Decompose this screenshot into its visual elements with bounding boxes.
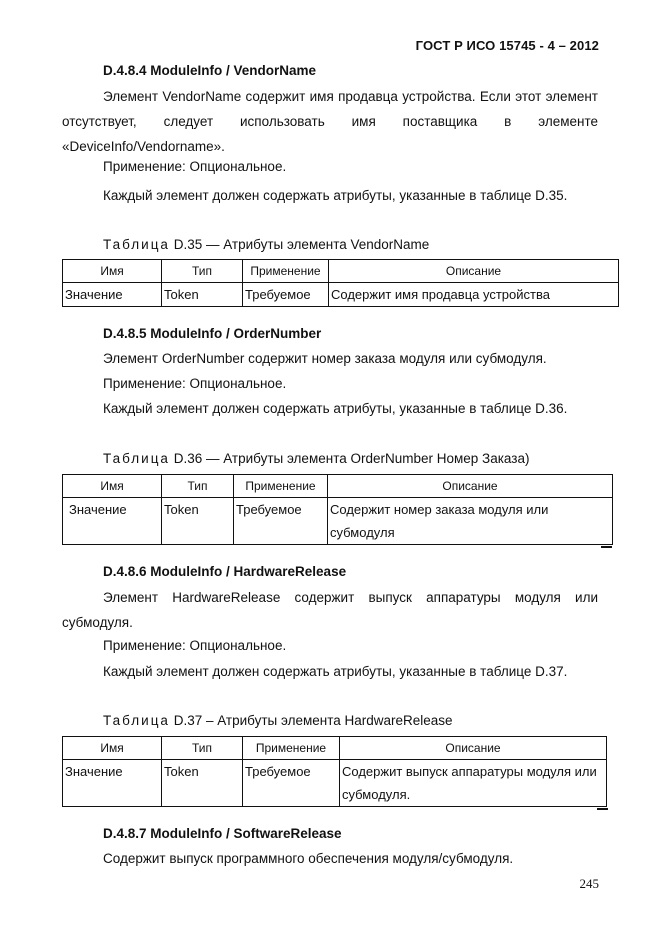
caption-text: D.36 — Атрибуты элемента OrderNumber Номер Заказа) [169, 451, 530, 466]
table-d36 [62, 474, 613, 545]
cell-name: Значение [63, 283, 162, 307]
paragraph-vendorname-description: Элемент VendorName содержит имя продавца устройства. Если этот элемент отсутствует, следует использовать имя поставщика в элементе «DeviceInfo/Vendorname». [62, 89, 598, 154]
caption-prefix: Таблица [103, 451, 170, 466]
column-header-usage: Применение [243, 737, 340, 760]
table-header-row [63, 475, 613, 498]
page-number: 245 [579, 876, 599, 891]
table-corner-mark [601, 546, 612, 548]
cell-type: Token [162, 283, 243, 307]
cell-description: Содержит номер заказа модуля или субмодуля [328, 498, 613, 545]
column-header-name: Имя [63, 475, 162, 498]
cell-usage: Требуемое [243, 283, 329, 307]
column-header-type: Тип [162, 260, 243, 283]
paragraph-hardwarerelease-attributes: Каждый элемент должен содержать атрибуты, указанные в таблице D.37. [103, 664, 568, 679]
caption-prefix: Таблица [103, 713, 170, 728]
usage-hardwarerelease: Применение: Опциональное. [103, 638, 287, 653]
column-header-usage: Применение [234, 475, 328, 498]
column-header-description: Описание [328, 475, 613, 498]
table-row [63, 498, 613, 545]
table-caption-d37 [103, 713, 453, 728]
table-header-row [63, 737, 607, 760]
usage-ordernumber: Применение: Опциональное. [103, 376, 287, 391]
table-caption-d36 [103, 451, 529, 466]
column-header-type: Тип [162, 475, 234, 498]
section-heading-softwarerelease: D.4.8.7 ModuleInfo / SoftwareRelease [103, 826, 342, 841]
paragraph-ordernumber-description: Элемент OrderNumber содержит номер заказа модуля или субмодуля. [103, 351, 547, 366]
table-corner-mark [597, 808, 608, 810]
caption-text: D.35 — Атрибуты элемента VendorName [169, 237, 430, 252]
section-heading-hardwarerelease: D.4.8.6 ModuleInfo / HardwareRelease [103, 564, 347, 579]
caption-prefix: Таблица [103, 237, 170, 252]
column-header-description: Описание [329, 260, 619, 283]
cell-type: Token [162, 498, 234, 545]
paragraph-softwarerelease-description: Содержит выпуск программного обеспечения модуля/субмодуля. [103, 851, 514, 866]
table-row [63, 760, 607, 807]
section-heading-ordernumber: D.4.8.5 ModuleInfo / OrderNumber [103, 326, 322, 341]
table-caption-d35 [103, 237, 429, 252]
table-header-row [63, 260, 619, 283]
paragraph-hardwarerelease-description: Элемент HardwareRelease содержит выпуск аппаратуры модуля или субмодуля. [62, 590, 598, 630]
table-d35 [62, 259, 619, 307]
column-header-usage: Применение [243, 260, 329, 283]
cell-usage: Требуемое [234, 498, 328, 545]
cell-usage: Требуемое [243, 760, 340, 807]
usage-vendorname: Применение: Опциональное. [103, 159, 287, 174]
cell-type: Token [162, 760, 243, 807]
column-header-description: Описание [340, 737, 607, 760]
paragraph-ordernumber-attributes: Каждый элемент должен содержать атрибуты, указанные в таблице D.36. [103, 401, 568, 416]
document-header: ГОСТ Р ИСО 15745 - 4 – 2012 [415, 38, 599, 53]
caption-text: D.37 – Атрибуты элемента HardwareRelease [169, 713, 453, 728]
cell-name: Значение [63, 498, 162, 545]
cell-description: Содержит имя продавца устройства [329, 283, 619, 307]
table-row [63, 283, 619, 307]
column-header-name: Имя [63, 737, 162, 760]
table-d37 [62, 736, 607, 807]
column-header-name: Имя [63, 260, 162, 283]
cell-name: Значение [63, 760, 162, 807]
section-heading-vendorname: D.4.8.4 ModuleInfo / VendorName [103, 63, 317, 78]
column-header-type: Тип [162, 737, 243, 760]
cell-description: Содержит выпуск аппаратуры модуля или субмодуля. [340, 760, 607, 807]
paragraph-vendorname-attributes: Каждый элемент должен содержать атрибуты, указанные в таблице D.35. [103, 188, 568, 203]
